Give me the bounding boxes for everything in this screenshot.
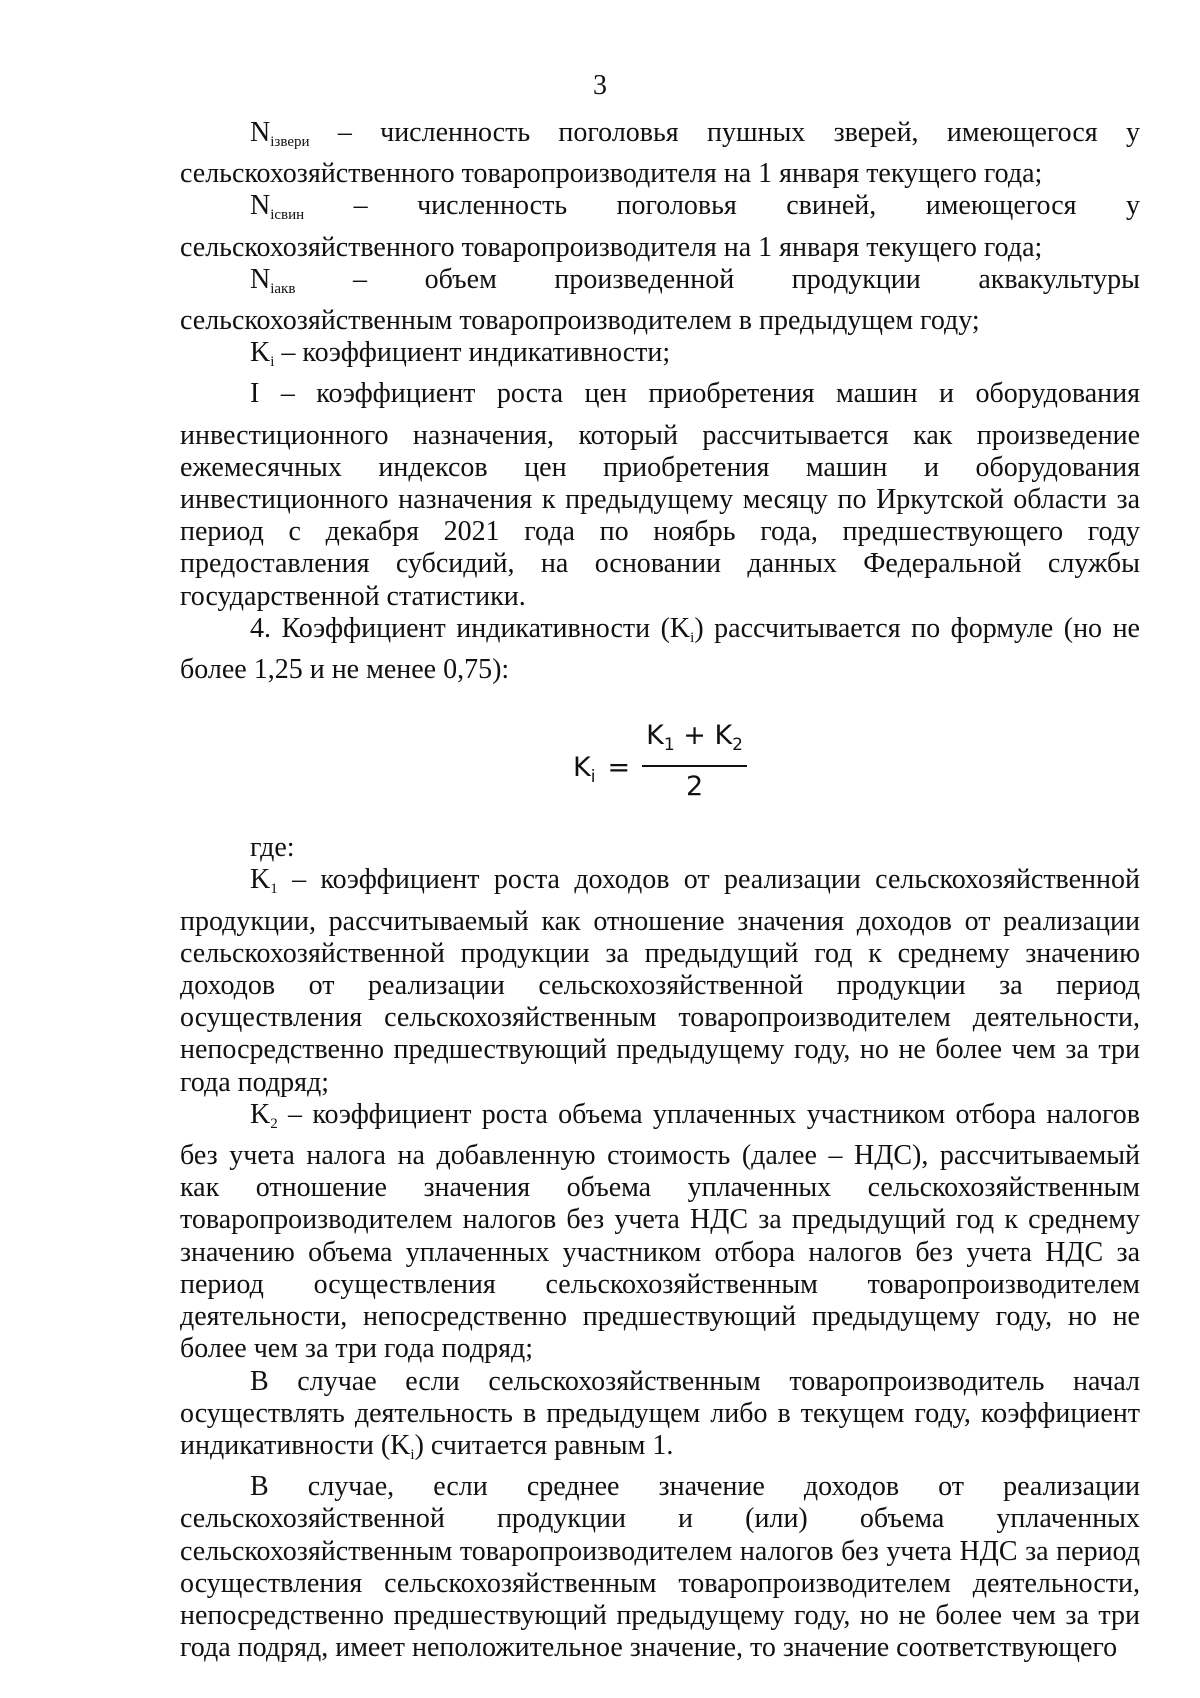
paragraph-new-activity: В случае если сельскохозяйственным товаропроизводитель начал осуществлять деятельность в предыдущем либо в текущем году, коэффициент индикативности $(K_i)$ считается равным 1.: [180, 1365, 1140, 1463]
where-label: где:: [250, 832, 295, 864]
formula-denominator: 2: [685, 771, 704, 803]
definition-i-price-index: I – коэффициент роста цен приобретения машин и оборудования инвестиционного назначения, который рассчитывается как произведение ежемесячных индексов цен приобретения машин и оборудования инвестиционного назначения к предыдущему месяцу по Иркутской области за период с декабря 2021 года по ноябрь года, предшествующего году предоставления субсидий, на основании данных Федеральной службы государственной статистики.: [180, 378, 1140, 612]
section-4-paragraph: 4. Коэффициент индикативности $(K_i)$ рассчитывается по формуле (но не более 1,25 и не менее 0,75):: [180, 612, 1140, 686]
document-body: [180, 117, 1140, 1664]
formula-fraction: [642, 720, 747, 803]
definition-k-2: $K_2$ – коэффициент роста объема уплаченных участником отбора налогов без учета налога на добавленную стоимость (далее – НДС), рассчитываемый как отношение значения объема уплаченных сельскохозяйственным товаропроизводителем налогов без учета НДС за предыдущий год к среднему значению объема уплаченных участником отбора налогов без учета НДС за период осуществления сельскохозяйственным товаропроизводителем деятельности, непосредственно предшествующий предыдущему году, но не более чем за три года подряд;: [180, 1098, 1140, 1365]
definition-n-akv: $N_{iакв}$ – объем произведенной продукции аквакультуры сельскохозяйственным товаропроизводителем в предыдущем году;: [180, 263, 1140, 337]
paragraph-nonpositive-average: В случае, если среднее значение доходов от реализации сельскохозяйственной продукции и (или) объема уплаченных сельскохозяйственным товаропроизводителем налогов без учета НДС за период осуществления сельскохозяйственным товаропроизводителем деятельности, непосредственно предшествующий предыдущему году, но не более чем за три года подряд, имеет неположительное значение, то значение соответствующего: [180, 1471, 1140, 1664]
formula-lhs: $K_i$: [573, 752, 596, 788]
indicativity-formula: [180, 686, 1140, 832]
definition-k-i: $K_i$ – коэффициент индикативности;: [250, 337, 671, 371]
formula-numerator: $K_1 + K_2$: [642, 720, 747, 767]
definition-k-1: $K_1$ – коэффициент роста доходов от реализации сельскохозяйственной продукции, рассчитываемый как отношение значения доходов от реализации сельскохозяйственной продукции за предыдущий год к среднему значению доходов от реализации сельскохозяйственной продукции за период осуществления сельскохозяйственным товаропроизводителем деятельности, непосредственно предшествующий предыдущему году, но не более чем за три года подряд;: [180, 864, 1140, 1098]
page-number: 3: [593, 70, 607, 101]
formula-equals: =: [607, 752, 631, 784]
definition-n-svin: $N_{iсвин}$ – численность поголовья свиней, имеющегося у сельскохозяйственного товаропроизводителя на 1 января текущего года;: [180, 190, 1140, 263]
definition-n-zveri: $N_{iзвери}$ – численность поголовья пушных зверей, имеющегося у сельскохозяйственного товаропроизводителя на 1 января текущего года;: [180, 117, 1140, 190]
